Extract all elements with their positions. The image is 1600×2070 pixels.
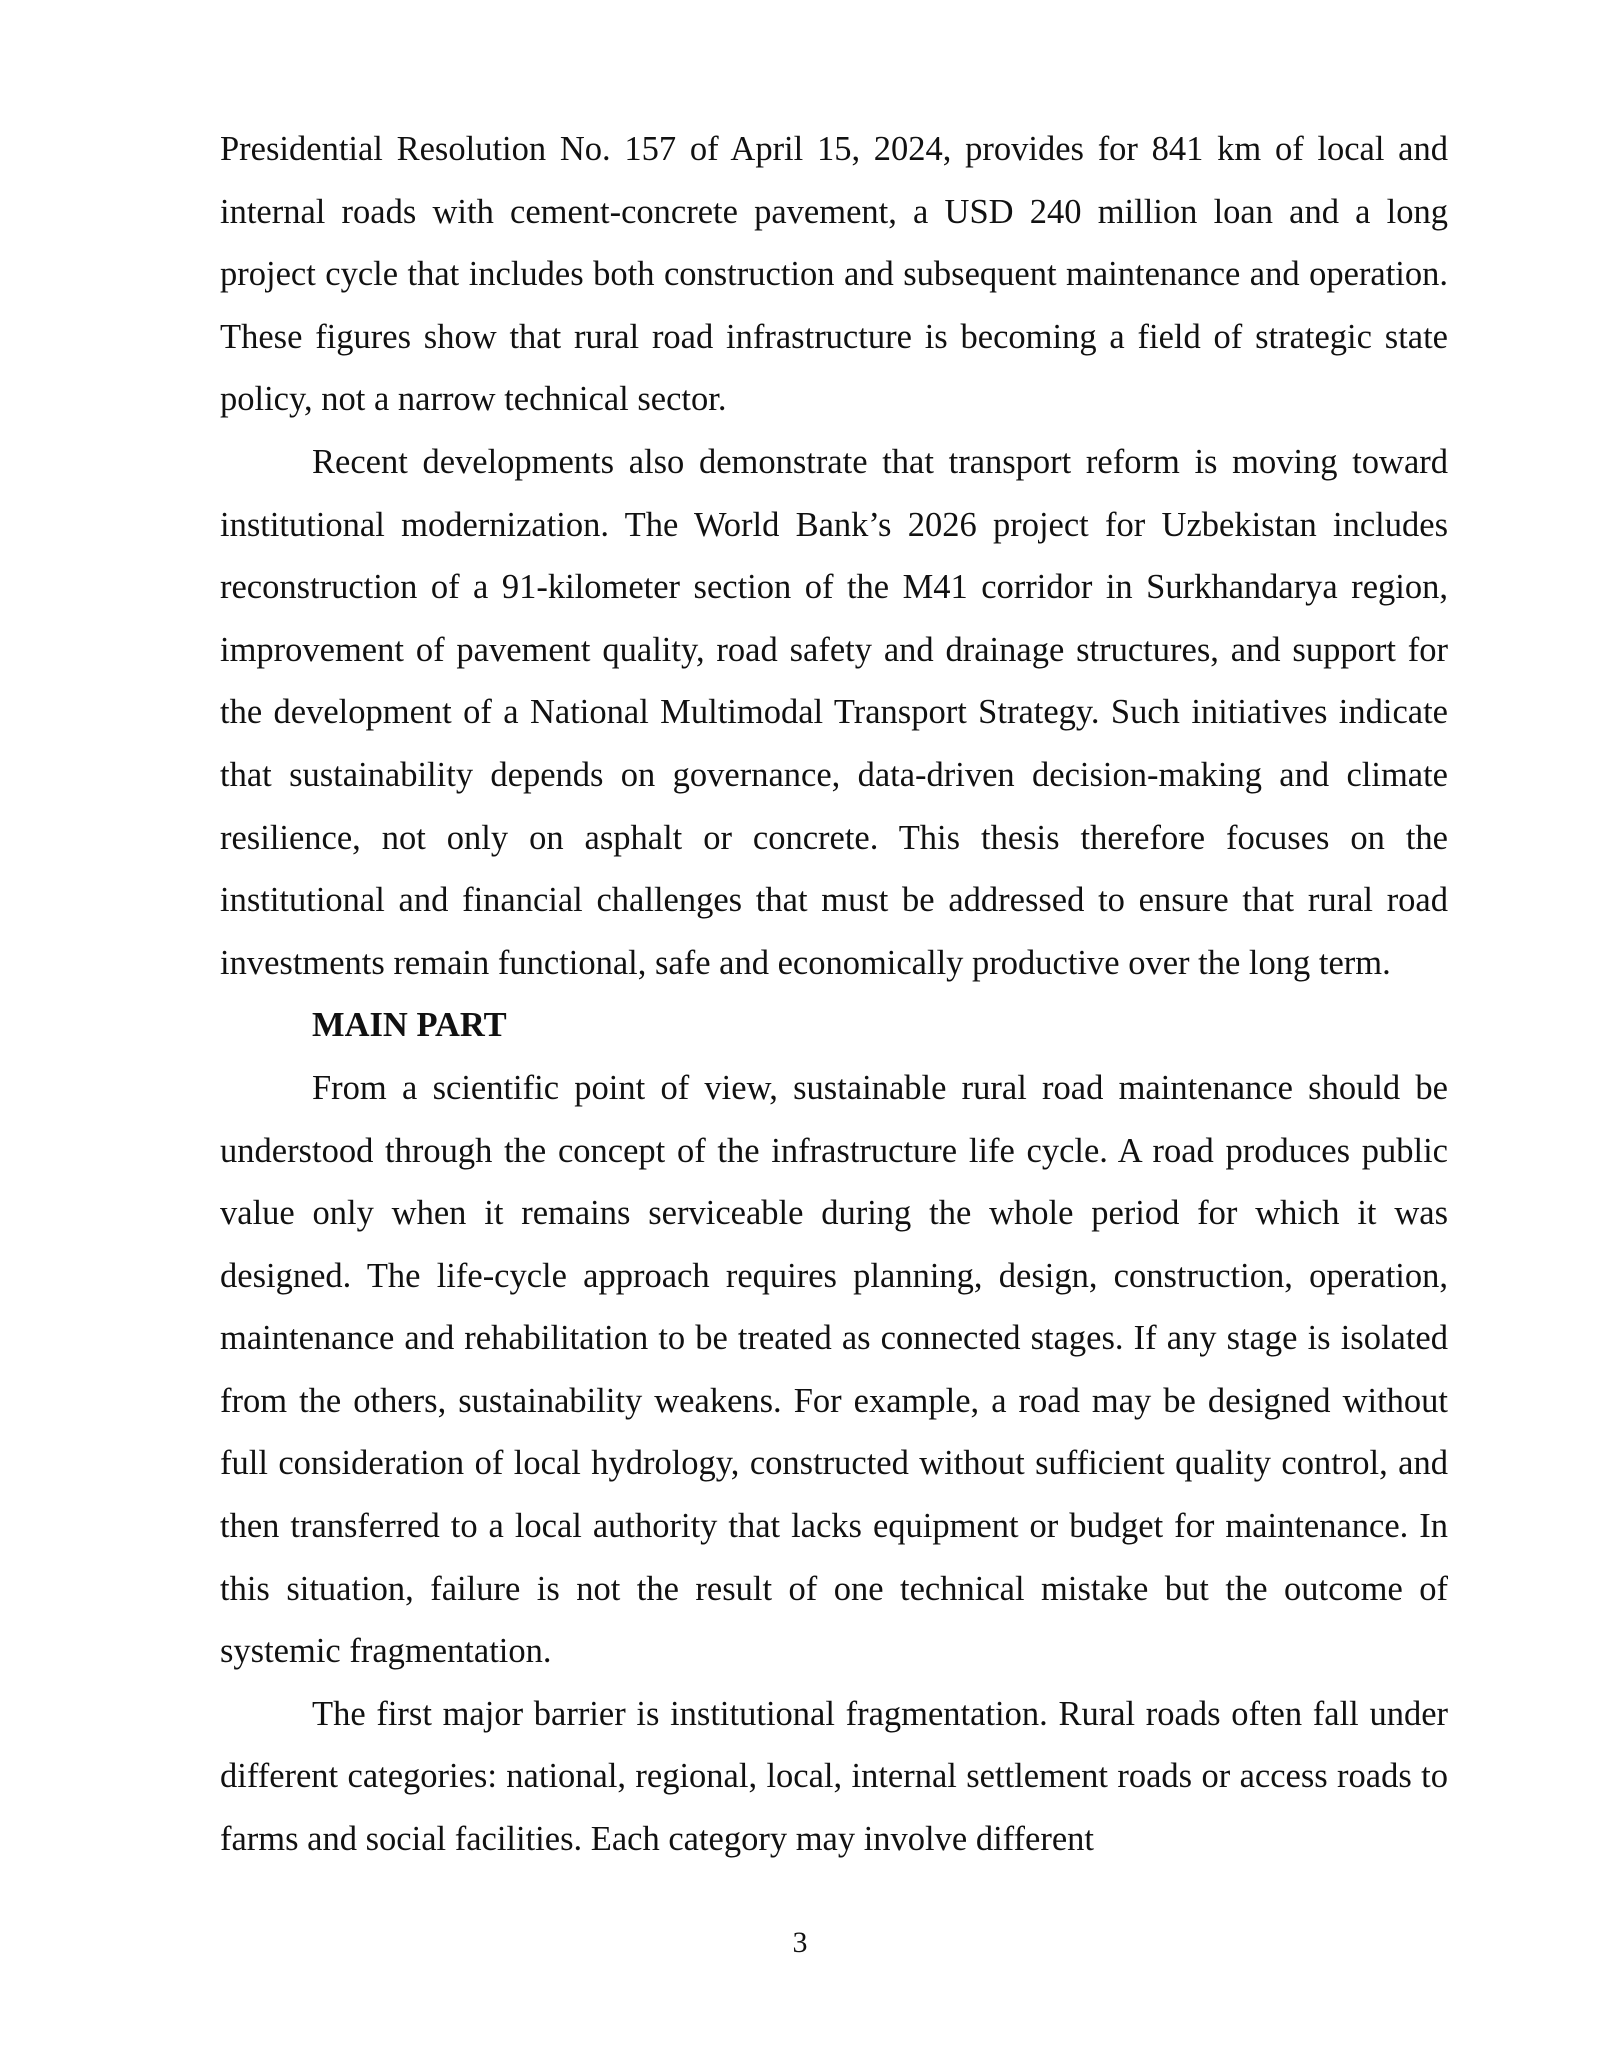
page-number: 3 xyxy=(792,1926,808,1959)
paragraph-resolution: Presidential Resolution No. 157 of April 15, 2024, provides for 841 km of local and internal roads with cement-concrete pavement, a USD 240 million loan and a long project cycle that includes both construction and subsequent maintenance and operation. These figures show that rural road infrastructure is becoming a field of strategic state policy, not a narrow technical sector. xyxy=(220,130,1448,419)
document-body xyxy=(220,118,1448,1871)
section-heading-main-part: MAIN PART xyxy=(312,1006,507,1045)
paragraph-institutional-fragmentation: The first major barrier is institutional fragmentation. Rural roads often fall under different categories: national, regional, local, internal settlement roads or access roads to farms and social facilities. Each category may involve different xyxy=(220,1694,1448,1859)
paragraph-recent-developments: Recent developments also demonstrate that transport reform is moving toward institutional modernization. The World Bank’s 2026 project for Uzbekistan includes reconstruction of a 91-kilometer section of the M41 corridor in Surkhandarya region, improvement of pavement quality, road safety and drainage structures, and support for the development of a National Multimodal Transport Strategy. Such initiatives indicate that sustainability depends on governance, data-driven decision-making and climate resilience, not only on asphalt or concrete. This thesis therefore focuses on the institutional and financial challenges that must be addressed to ensure that rural road investments remain functional, safe and economically productive over the long term. xyxy=(220,442,1448,982)
paragraph-life-cycle: From a scientific point of view, sustainable rural road maintenance should be understood through the concept of the infrastructure life cycle. A road produces public value only when it remains serviceable during the whole period for which it was designed. The life-cycle approach requires planning, design, construction, operation, maintenance and rehabilitation to be treated as connected stages. If any stage is isolated from the others, sustainability weakens. For example, a road may be designed without full consideration of local hydrology, constructed without sufficient quality control, and then transferred to a local authority that lacks equipment or budget for maintenance. In this situation, failure is not the result of one technical mistake but the outcome of systemic fragmentation. xyxy=(220,1068,1448,1671)
